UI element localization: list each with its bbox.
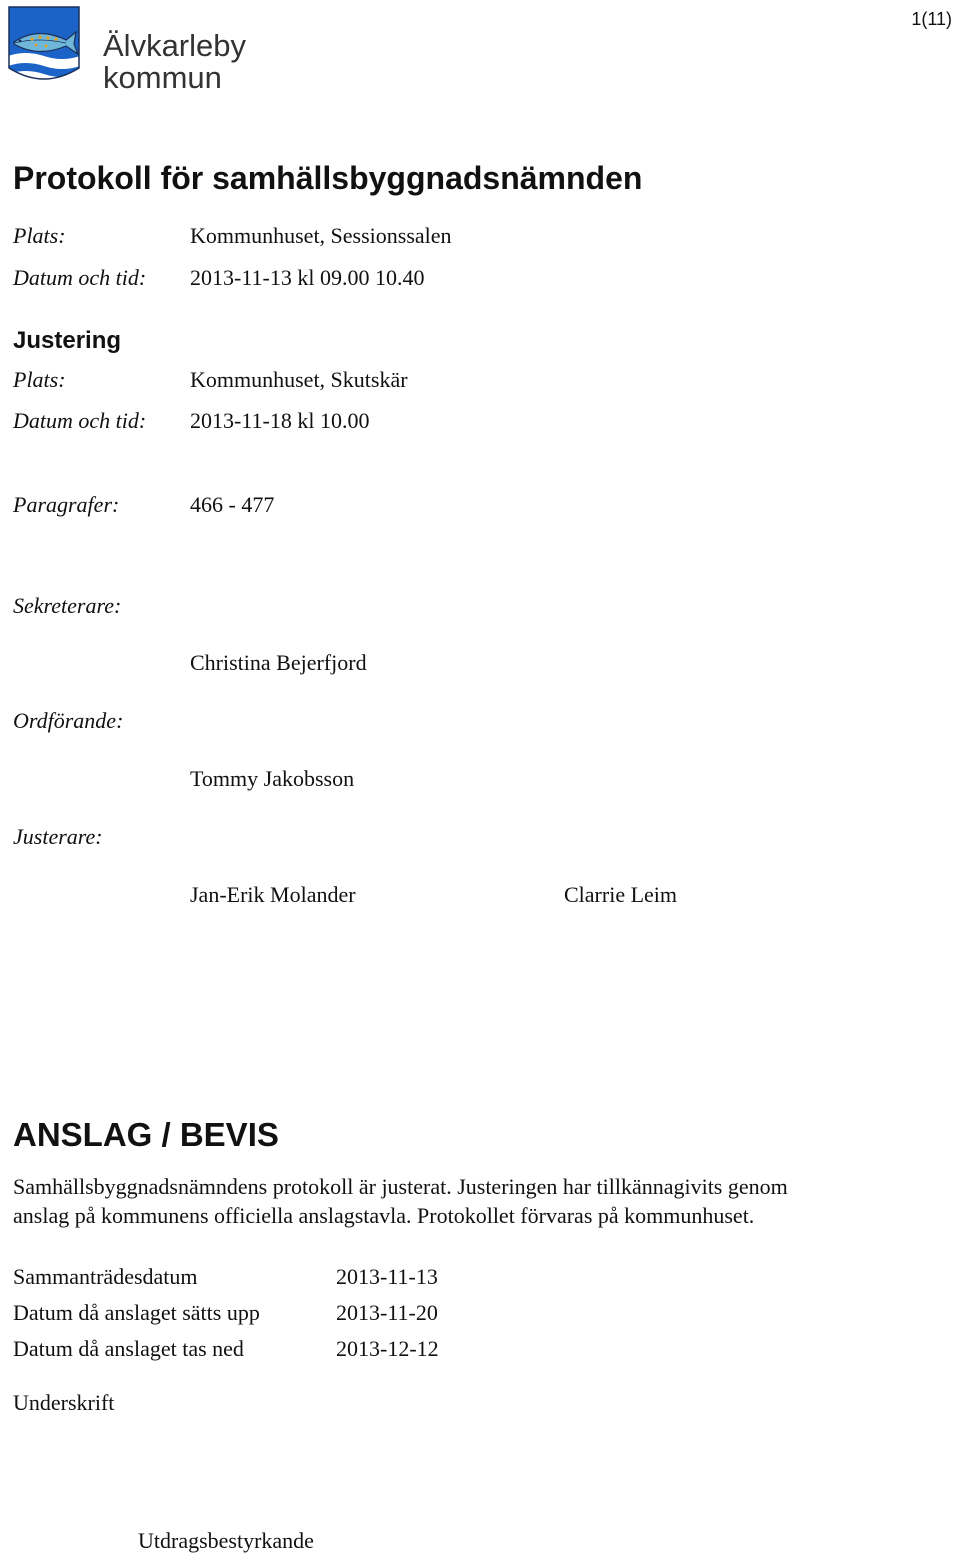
fish-coat-of-arms-icon	[8, 6, 80, 88]
page-title: Protokoll för samhällsbyggnadsnämnden	[13, 160, 643, 196]
posted-date-label: Datum då anslaget sätts upp	[13, 1300, 260, 1325]
adjustment-place-label: Plats:	[13, 367, 66, 392]
adjustment-datetime-label: Datum och tid:	[13, 408, 147, 433]
adjustment-heading: Justering	[13, 327, 122, 354]
paragraphs-value: 466 - 477	[190, 492, 275, 517]
meeting-date-label: Sammanträdesdatum	[13, 1264, 198, 1289]
adjuster2-name: Clarrie Leim	[564, 882, 678, 907]
secretary-name: Christina Bejerfjord	[190, 650, 367, 675]
notice-text-line1: Samhällsbyggnadsnämndens protokoll är justerat. Justeringen har tillkännagivits genom	[13, 1174, 788, 1199]
signature-label: Underskrift	[13, 1390, 115, 1415]
adjustment-place-value: Kommunhuset, Skutskär	[190, 367, 408, 392]
secretary-label: Sekreterare:	[13, 593, 122, 618]
adjusters-label: Justerare:	[13, 824, 103, 849]
meeting-place-label: Plats:	[13, 223, 66, 248]
adjuster1-name: Jan-Erik Molander	[190, 882, 356, 907]
removed-date-label: Datum då anslaget tas ned	[13, 1336, 244, 1361]
posted-date-value: 2013-11-20	[336, 1300, 438, 1325]
meeting-datetime-value: 2013-11-13 kl 09.00 10.40	[190, 265, 425, 290]
extract-certification-label: Utdragsbestyrkande	[138, 1528, 314, 1553]
adjustment-datetime-value: 2013-11-18 kl 10.00	[190, 408, 370, 433]
chair-name: Tommy Jakobsson	[190, 766, 355, 791]
meeting-place-value: Kommunhuset, Sessionssalen	[190, 223, 452, 248]
removed-date-value: 2013-12-12	[336, 1336, 439, 1361]
page-number: 1(11)	[911, 9, 952, 29]
meeting-datetime-label: Datum och tid:	[13, 265, 147, 290]
municipality-name-line2: kommun	[103, 60, 222, 95]
meeting-date-value: 2013-11-13	[336, 1264, 438, 1289]
notice-heading: ANSLAG / BEVIS	[13, 1116, 279, 1153]
municipality-name-line1: Älvkarleby	[103, 28, 246, 63]
notice-text-line2: anslag på kommunens officiella anslagstavla. Protokollet förvaras på kommunhuset.	[13, 1203, 755, 1228]
chair-label: Ordförande:	[13, 708, 124, 733]
paragraphs-label: Paragrafer:	[13, 492, 120, 517]
